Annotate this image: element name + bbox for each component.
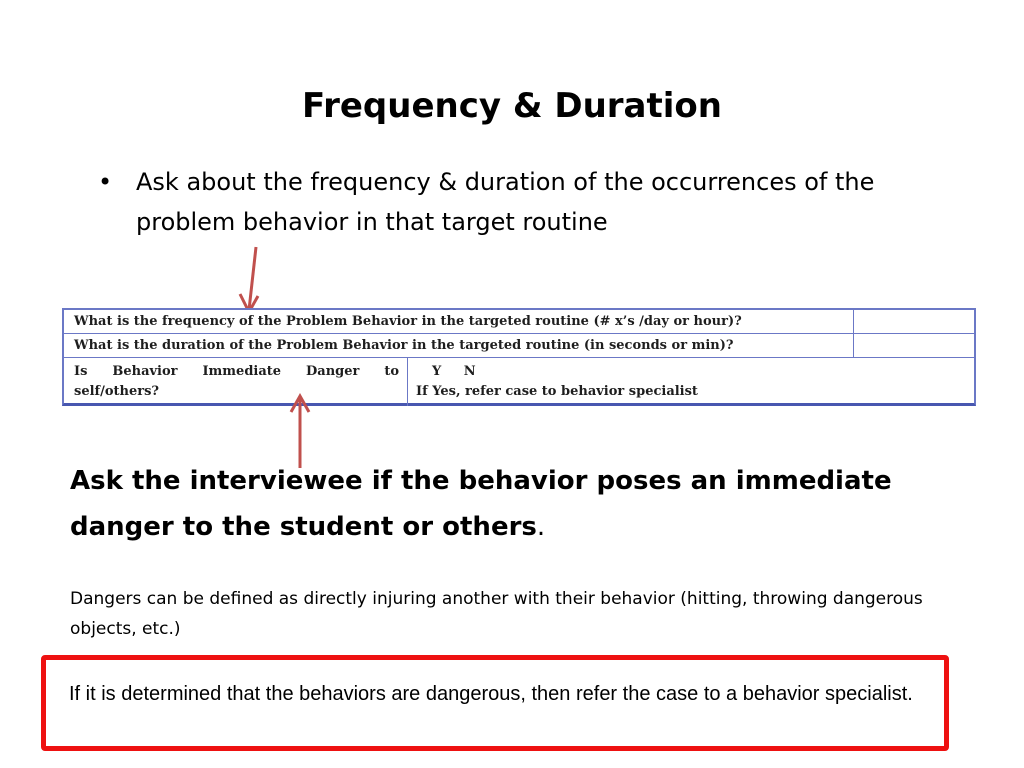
danger-answer [408,358,974,410]
emphasis-text: Ask the interviewee if the behavior poses an immediate danger to the student or others [70,466,892,542]
interview-form-table [62,308,976,406]
duration-row [64,334,974,358]
slide-title: Frequency & Duration [302,86,722,126]
danger-definition-text: Dangers can be defined as directly injuring another with their behavior (hitting, throwing dangerous objects, etc.) [70,589,923,639]
bullet-dot: • [98,168,113,196]
emphasis-statement [70,458,950,550]
bullet-text: Ask about the frequency & duration of the occurrences of the problem behavior in that target routine [136,168,875,236]
danger-row [64,358,974,406]
referral-callout-box [41,655,949,751]
callout-text: If it is determined that the behaviors are dangerous, then refer the case to a behavior specialist. [69,683,913,705]
yes-no-options[interactable]: Y N [432,364,476,379]
frequency-row [64,310,974,334]
emphasis-period: . [536,512,546,542]
duration-question-text: What is the duration of the Problem Behavior in the targeted routine (in seconds or min)? [74,338,734,353]
frequency-answer-cell[interactable] [854,310,974,333]
frequency-question: What is the frequency of the Problem Behavior in the targeted routine (# x’s /day or hour)? [64,310,854,333]
arrow-down-icon [230,244,266,318]
danger-question-line1: Is Behavior Immediate Danger to [74,364,399,379]
duration-question [64,334,854,357]
danger-question-line2: self/others? [74,384,160,399]
danger-question [64,358,408,406]
danger-referral-text: If Yes, refer case to behavior specialist [416,384,698,399]
bullet-item [98,162,918,242]
duration-answer-cell[interactable] [854,334,974,357]
